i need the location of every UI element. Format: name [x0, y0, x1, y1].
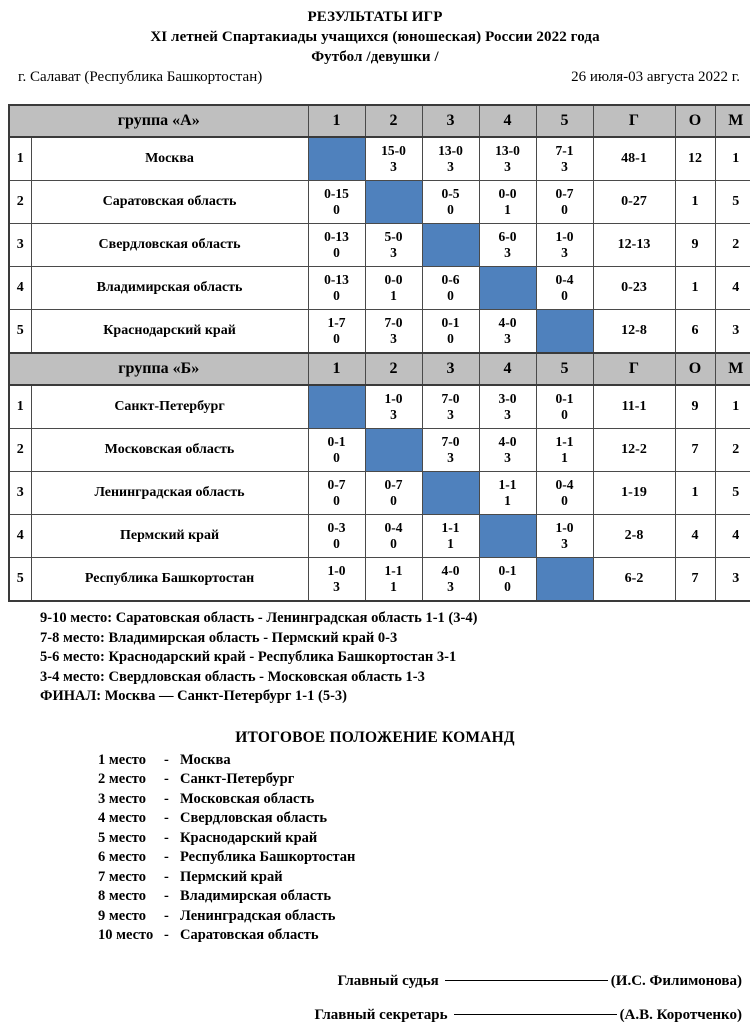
playoff-line: 9-10 место: Саратовская область - Ленинградская область 1-1 (3-4): [40, 610, 478, 626]
match-points: 0: [561, 202, 568, 217]
column-header: 2: [365, 105, 422, 137]
row-index: 1: [9, 385, 31, 429]
match-points: 3: [333, 579, 340, 594]
diagonal-self-cell: [422, 472, 479, 515]
table-row: [9, 472, 750, 515]
match-result-cell: [308, 267, 365, 310]
row-index: 2: [9, 181, 31, 224]
match-score: 7-0: [384, 315, 403, 330]
match-score: 0-13: [324, 229, 349, 244]
match-result-cell: [479, 137, 536, 181]
row-index: 3: [9, 472, 31, 515]
final-standings-list: [98, 751, 750, 946]
match-score: 0-3: [327, 520, 346, 535]
match-score: 7-0: [441, 434, 460, 449]
standing-team: Ленинградская область: [180, 907, 336, 924]
table-row: [9, 385, 750, 429]
match-points: 1: [390, 288, 397, 303]
match-score: 4-0: [498, 315, 517, 330]
match-score: 0-7: [384, 477, 403, 492]
match-points: 0: [447, 288, 454, 303]
match-result-cell: [479, 310, 536, 354]
table-row: [9, 515, 750, 558]
playoff-line: 7-8 место: Владимирская область - Пермский край 0-3: [40, 629, 398, 646]
match-score: 5-0: [384, 229, 403, 244]
match-result-cell: [479, 385, 536, 429]
team-name: Москва: [31, 137, 308, 181]
column-header: 3: [422, 353, 479, 385]
match-score: 1-0: [384, 391, 403, 406]
standing-dash: -: [164, 868, 169, 885]
standing-row: [98, 887, 750, 907]
match-score: 0-4: [555, 477, 574, 492]
match-result-cell: [365, 267, 422, 310]
match-result-cell: [479, 224, 536, 267]
standing-team: Свердловская область: [180, 810, 328, 826]
match-result-cell: [536, 515, 593, 558]
group-header-row: [9, 105, 750, 137]
results-table: [8, 104, 750, 602]
column-header: 5: [536, 105, 593, 137]
goal-difference: 12-13: [593, 224, 675, 267]
match-result-cell: [536, 472, 593, 515]
standing-row: [98, 829, 750, 849]
goal-difference: 12-8: [593, 310, 675, 354]
match-score: 13-0: [438, 143, 463, 158]
document-header: [0, 0, 750, 91]
signature-label: Главный секретарь: [314, 1006, 448, 1023]
diagonal-self-cell: [479, 515, 536, 558]
team-points: 4: [675, 515, 715, 558]
signature-line[interactable]: [454, 1013, 617, 1015]
group-place: 2: [715, 429, 750, 472]
match-points: 0: [561, 407, 568, 422]
team-name: Саратовская область: [31, 181, 308, 224]
match-result-cell: [308, 224, 365, 267]
team-points: 9: [675, 385, 715, 429]
match-result-cell: [422, 267, 479, 310]
match-score: 1-1: [384, 563, 403, 578]
row-index: 5: [9, 558, 31, 602]
match-score: 0-7: [327, 477, 346, 492]
group-place: 3: [715, 558, 750, 602]
match-score: 6-0: [498, 229, 517, 244]
standing-row: [98, 790, 750, 810]
row-index: 4: [9, 267, 31, 310]
standing-team: Санкт-Петербург: [180, 771, 295, 787]
standing-team: Владимирская область: [180, 888, 332, 904]
match-result-cell: [365, 385, 422, 429]
standing-dash: -: [164, 888, 169, 904]
standing-dash: -: [164, 927, 169, 943]
match-points: 0: [333, 536, 340, 551]
standing-dash: -: [164, 790, 169, 807]
match-score: 4-0: [441, 563, 460, 578]
signature-row: [0, 998, 742, 1032]
match-score: 13-0: [495, 143, 520, 158]
match-score: 1-0: [327, 563, 346, 578]
team-name: Пермский край: [31, 515, 308, 558]
goal-difference: 11-1: [593, 385, 675, 429]
match-result-cell: [536, 385, 593, 429]
match-result-cell: [479, 472, 536, 515]
standing-row: [98, 809, 750, 829]
match-result-cell: [479, 429, 536, 472]
standing-row: [98, 770, 750, 790]
team-name: Свердловская область: [31, 224, 308, 267]
standing-place: 1 место: [98, 751, 146, 768]
goal-difference: 0-23: [593, 267, 675, 310]
column-header: 2: [365, 353, 422, 385]
group-place: 4: [715, 515, 750, 558]
standing-dash: -: [164, 751, 169, 768]
match-result-cell: [308, 515, 365, 558]
signature-line[interactable]: [445, 979, 608, 981]
match-score: 0-1: [327, 434, 346, 449]
match-points: 1: [561, 450, 568, 465]
match-result-cell: [479, 181, 536, 224]
team-name: Республика Башкортостан: [31, 558, 308, 602]
title-line-2: XI летней Спартакиады учащихся (юношеская) России 2022 года: [150, 29, 600, 45]
standing-dash: -: [164, 849, 169, 865]
group-place: 5: [715, 472, 750, 515]
row-index: 5: [9, 310, 31, 354]
standing-place: 5 место: [98, 829, 146, 846]
goal-difference: 2-8: [593, 515, 675, 558]
table-row: [9, 429, 750, 472]
diagonal-self-cell: [536, 558, 593, 602]
team-points: 1: [675, 267, 715, 310]
match-points: 0: [561, 288, 568, 303]
signature-block: [0, 964, 750, 1032]
row-index: 1: [9, 137, 31, 181]
match-result-cell: [308, 429, 365, 472]
standing-place: 4 место: [98, 810, 146, 826]
diagonal-self-cell: [365, 429, 422, 472]
match-result-cell: [308, 558, 365, 602]
event-dates: 26 июля-03 августа 2022 г.: [571, 69, 740, 85]
team-points: 9: [675, 224, 715, 267]
match-score: 1-0: [555, 229, 574, 244]
match-score: 7-1: [555, 143, 574, 158]
column-header: М: [715, 353, 750, 385]
group-place: 4: [715, 267, 750, 310]
standing-team: Москва: [180, 751, 231, 768]
match-score: 0-1: [555, 391, 574, 406]
match-result-cell: [308, 181, 365, 224]
column-header: 4: [479, 105, 536, 137]
match-score: 0-1: [498, 563, 517, 578]
team-name: Санкт-Петербург: [31, 385, 308, 429]
diagonal-self-cell: [308, 137, 365, 181]
standing-row: [98, 907, 750, 927]
match-points: 0: [333, 288, 340, 303]
match-points: 0: [561, 493, 568, 508]
match-result-cell: [422, 558, 479, 602]
column-header: Г: [593, 105, 675, 137]
match-points: 3: [390, 159, 397, 174]
match-points: 0: [390, 536, 397, 551]
match-result-cell: [422, 429, 479, 472]
table-row: [9, 224, 750, 267]
standing-row: [98, 751, 750, 771]
match-points: 3: [447, 159, 454, 174]
match-result-cell: [422, 385, 479, 429]
standing-place: 10 место: [98, 927, 154, 943]
playoff-line: 5-6 место: Краснодарский край - Республика Башкортостан 3-1: [40, 649, 457, 665]
match-score: 0-13: [324, 272, 349, 287]
match-points: 3: [504, 159, 511, 174]
diagonal-self-cell: [479, 267, 536, 310]
goal-difference: 1-19: [593, 472, 675, 515]
table-row: [9, 137, 750, 181]
group-place: 2: [715, 224, 750, 267]
standing-place: 7 место: [98, 868, 146, 885]
match-result-cell: [536, 181, 593, 224]
standing-place: 3 место: [98, 790, 146, 807]
match-points: 0: [333, 450, 340, 465]
match-score: 1-1: [498, 477, 517, 492]
group-place: 1: [715, 385, 750, 429]
match-points: 3: [504, 450, 511, 465]
table-row: [9, 267, 750, 310]
match-score: 0-7: [555, 186, 574, 201]
group-title: группа «Б»: [9, 353, 308, 385]
match-result-cell: [365, 310, 422, 354]
signature-name: (А.В. Коротченко): [619, 1006, 742, 1023]
match-score: 15-0: [381, 143, 406, 158]
standing-dash: -: [164, 771, 169, 787]
match-result-cell: [308, 310, 365, 354]
match-result-cell: [536, 267, 593, 310]
match-result-cell: [422, 310, 479, 354]
match-result-cell: [536, 137, 593, 181]
match-points: 0: [447, 331, 454, 346]
match-result-cell: [422, 181, 479, 224]
match-points: 3: [504, 407, 511, 422]
standing-team: Московская область: [180, 790, 315, 807]
match-result-cell: [536, 224, 593, 267]
match-result-cell: [422, 137, 479, 181]
standing-row: [98, 926, 750, 946]
column-header: Г: [593, 353, 675, 385]
match-score: 0-5: [441, 186, 460, 201]
match-points: 3: [561, 536, 568, 551]
match-points: 0: [333, 202, 340, 217]
match-points: 0: [333, 245, 340, 260]
group-title: группа «А»: [9, 105, 308, 137]
match-points: 3: [447, 579, 454, 594]
diagonal-self-cell: [308, 385, 365, 429]
goal-difference: 6-2: [593, 558, 675, 602]
title-line-1: РЕЗУЛЬТАТЫ ИГР: [307, 9, 443, 25]
match-score: 0-0: [498, 186, 517, 201]
match-score: 3-0: [498, 391, 517, 406]
match-points: 1: [390, 579, 397, 594]
team-points: 6: [675, 310, 715, 354]
team-points: 1: [675, 181, 715, 224]
match-points: 3: [504, 331, 511, 346]
match-points: 0: [333, 493, 340, 508]
team-name: Краснодарский край: [31, 310, 308, 354]
match-score: 0-15: [324, 186, 349, 201]
standing-place: 2 место: [98, 771, 146, 787]
match-score: 1-1: [441, 520, 460, 535]
column-header: 1: [308, 105, 365, 137]
standing-place: 6 место: [98, 849, 146, 865]
title-line-3: Футбол /девушки /: [311, 49, 439, 65]
match-score: 0-1: [441, 315, 460, 330]
match-score: 1-7: [327, 315, 346, 330]
team-name: Московская область: [31, 429, 308, 472]
match-points: 0: [504, 579, 511, 594]
standing-row: [98, 848, 750, 868]
match-result-cell: [365, 224, 422, 267]
table-row: [9, 181, 750, 224]
standing-team: Краснодарский край: [180, 829, 318, 846]
event-meta: [0, 69, 750, 91]
diagonal-self-cell: [422, 224, 479, 267]
event-city: г. Салават (Республика Башкортостан): [18, 69, 263, 85]
standings-title: ИТОГОВОЕ ПОЛОЖЕНИЕ КОМАНД: [235, 728, 515, 746]
group-place: 1: [715, 137, 750, 181]
standing-dash: -: [164, 907, 169, 924]
group-place: 3: [715, 310, 750, 354]
standing-team: Пермский край: [180, 868, 283, 885]
row-index: 3: [9, 224, 31, 267]
goal-difference: 12-2: [593, 429, 675, 472]
match-result-cell: [308, 472, 365, 515]
team-points: 7: [675, 429, 715, 472]
signature-label: Главный судья: [337, 972, 439, 989]
team-name: Ленинградская область: [31, 472, 308, 515]
column-header: 4: [479, 353, 536, 385]
table-row: [9, 310, 750, 354]
column-header: М: [715, 105, 750, 137]
diagonal-self-cell: [536, 310, 593, 354]
playoff-line: ФИНАЛ: Москва — Санкт-Петербург 1-1 (5-3): [40, 688, 347, 704]
column-header: 3: [422, 105, 479, 137]
match-result-cell: [365, 137, 422, 181]
match-points: 3: [390, 245, 397, 260]
goal-difference: 0-27: [593, 181, 675, 224]
match-score: 1-1: [555, 434, 574, 449]
match-score: 7-0: [441, 391, 460, 406]
match-points: 0: [390, 493, 397, 508]
standing-place: 8 место: [98, 888, 146, 904]
table-row: [9, 558, 750, 602]
results-table-wrap: [8, 104, 742, 602]
match-result-cell: [365, 558, 422, 602]
playoff-line: 3-4 место: Свердловская область - Московская область 1-3: [40, 668, 425, 685]
match-score: 4-0: [498, 434, 517, 449]
match-result-cell: [479, 558, 536, 602]
match-result-cell: [536, 429, 593, 472]
match-result-cell: [422, 515, 479, 558]
match-points: 0: [447, 202, 454, 217]
match-points: 0: [333, 331, 340, 346]
match-score: 0-4: [384, 520, 403, 535]
column-header: 5: [536, 353, 593, 385]
standing-place: 9 место: [98, 907, 146, 924]
team-name: Владимирская область: [31, 267, 308, 310]
standing-dash: -: [164, 829, 169, 846]
match-points: 3: [447, 407, 454, 422]
match-points: 3: [561, 159, 568, 174]
standing-row: [98, 868, 750, 888]
match-points: 1: [504, 202, 511, 217]
team-points: 7: [675, 558, 715, 602]
column-header: 1: [308, 353, 365, 385]
signature-row: [0, 964, 742, 998]
match-points: 3: [561, 245, 568, 260]
standing-dash: -: [164, 810, 169, 826]
match-score: 1-0: [555, 520, 574, 535]
match-points: 3: [390, 331, 397, 346]
goal-difference: 48-1: [593, 137, 675, 181]
match-result-cell: [365, 472, 422, 515]
team-points: 12: [675, 137, 715, 181]
signature-name: (И.С. Филимонова): [610, 972, 742, 989]
match-points: 1: [504, 493, 511, 508]
standing-team: Саратовская область: [180, 927, 319, 943]
match-points: 3: [390, 407, 397, 422]
column-header: О: [675, 353, 715, 385]
match-score: 0-0: [384, 272, 403, 287]
diagonal-self-cell: [365, 181, 422, 224]
team-points: 1: [675, 472, 715, 515]
match-score: 0-6: [441, 272, 460, 287]
column-header: О: [675, 105, 715, 137]
row-index: 2: [9, 429, 31, 472]
standing-team: Республика Башкортостан: [180, 849, 356, 865]
match-score: 0-4: [555, 272, 574, 287]
match-points: 3: [447, 450, 454, 465]
row-index: 4: [9, 515, 31, 558]
group-header-row: [9, 353, 750, 385]
playoff-results: [40, 609, 750, 707]
match-points: 3: [504, 245, 511, 260]
group-place: 5: [715, 181, 750, 224]
match-result-cell: [365, 515, 422, 558]
match-points: 1: [447, 536, 454, 551]
